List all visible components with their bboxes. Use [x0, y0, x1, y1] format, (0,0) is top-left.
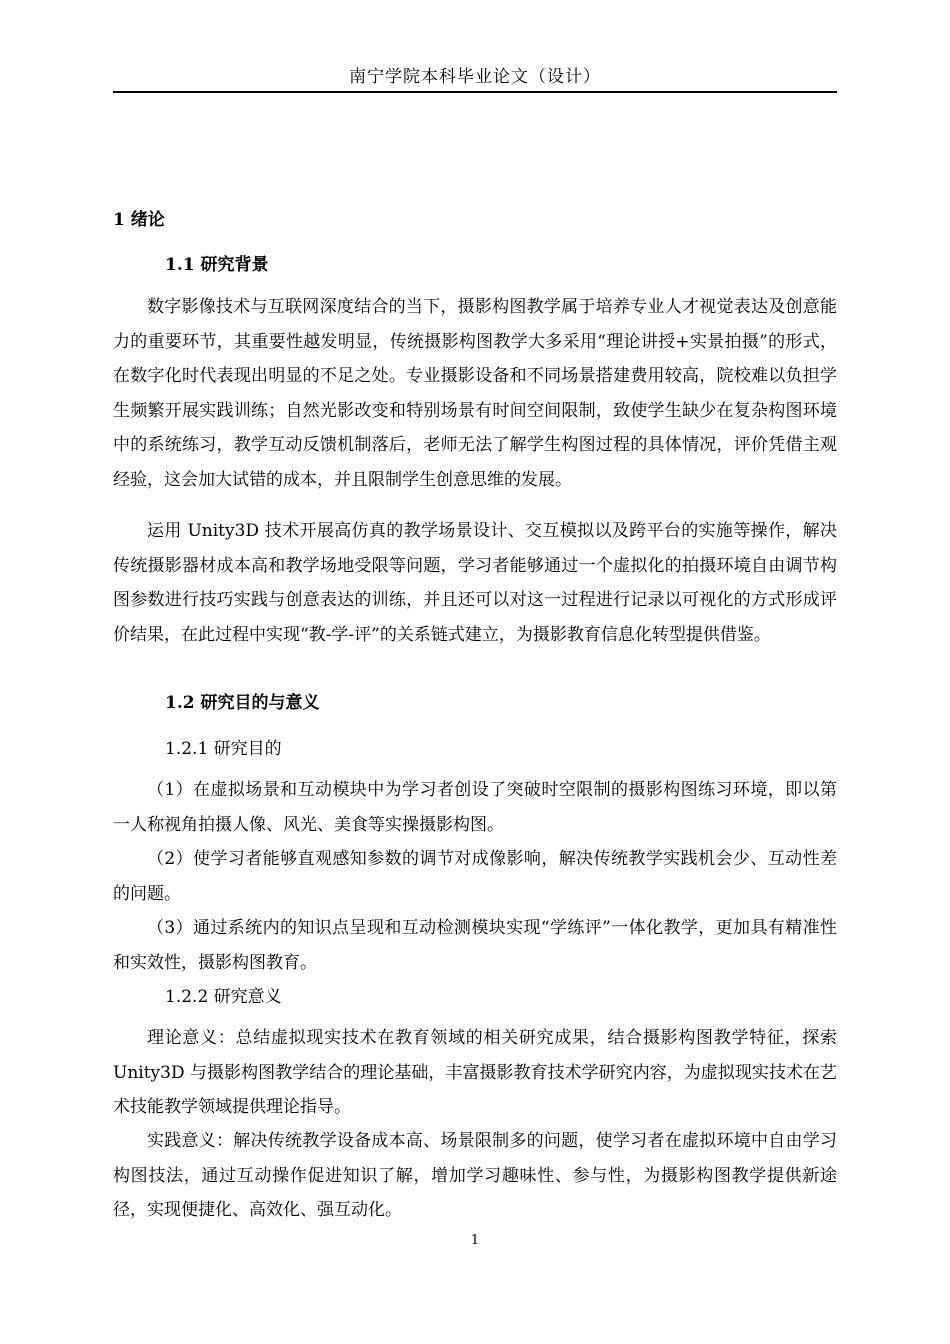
page-number: 1: [470, 1233, 480, 1248]
significance-paragraph-theory: 理论意义：总结虚拟现实技术在教育领域的相关研究成果，结合摄影构图教学特征，探索 Unity3D 与摄影构图教学结合的理论基础，丰富摄影教育技术学研究内容，为虚拟现实技术在艺术技能教学领域提供理论指导。: [113, 1028, 837, 1117]
header-divider: [113, 91, 837, 93]
background-paragraph-2: 运用 Unity3D 技术开展高仿真的教学场景设计、交互模拟以及跨平台的实施等操作，解决传统摄影器材成本高和教学场地受限等问题，学习者能够通过一个虚拟化的拍摄环境自由调节构图参数进行技巧实践与创意表达的训练，并且还可以对这一过程进行记录以可视化的方式形成评价结果，在此过程中实现“教-学-评”的关系链式建立，为摄影教育信息化转型提供借鉴。: [113, 521, 837, 645]
chapter-heading: 1 绪论: [113, 210, 165, 230]
section-heading-1-2: 1.2 研究目的与意义: [165, 693, 320, 713]
significance-paragraph-practice: 实践意义：解决传统教学设备成本高、场景限制多的问题，使学习者在虚拟环境中自由学习构图技法，通过互动操作促进知识了解，增加学习趣味性、参与性，为摄影构图教学提供新途径，实现便捷化、高效化、强互动化。: [113, 1131, 837, 1220]
background-paragraph-1: 数字影像技术与互联网深度结合的当下，摄影构图教学属于培养专业人才视觉表达及创意能力的重要环节，其重要性越发明显，传统摄影构图教学大多采用“理论讲授+实景拍摄”的形式，在数字化时代表现出明显的不足之处。专业摄影设备和不同场景搭建费用较高，院校难以负担学生频繁开展实践训练；自然光影改变和特别场景有时间空间限制，致使学生缺少在复杂构图环境中的系统练习，教学互动反馈机制落后，老师无法了解学生构图过程的具体情况，评价凭借主观经验，这会加大试错的成本，并且限制学生创意思维的发展。: [113, 297, 837, 490]
subsection-heading-1-2-1: 1.2.1 研究目的: [165, 739, 282, 759]
objective-item-3: （3）通过系统内的知识点呈现和互动检测模块实现“学练评”一体化教学，更加具有精准性和实效性，摄影构图教育。: [113, 918, 837, 973]
objective-item-2: （2）使学习者能够直观感知参数的调节对成像影响，解决传统教学实践机会少、互动性差的问题。: [113, 849, 837, 904]
objective-item-1: （1）在虚拟场景和互动模块中为学习者创设了突破时空限制的摄影构图练习环境，即以第一人称视角拍摄人像、风光、美食等实操摄影构图。: [113, 780, 837, 835]
subsection-heading-1-2-2: 1.2.2 研究意义: [165, 987, 282, 1007]
section-heading-1-1: 1.1 研究背景: [165, 255, 269, 275]
page-header-title: 南宁学院本科毕业论文（设计）: [349, 67, 601, 87]
